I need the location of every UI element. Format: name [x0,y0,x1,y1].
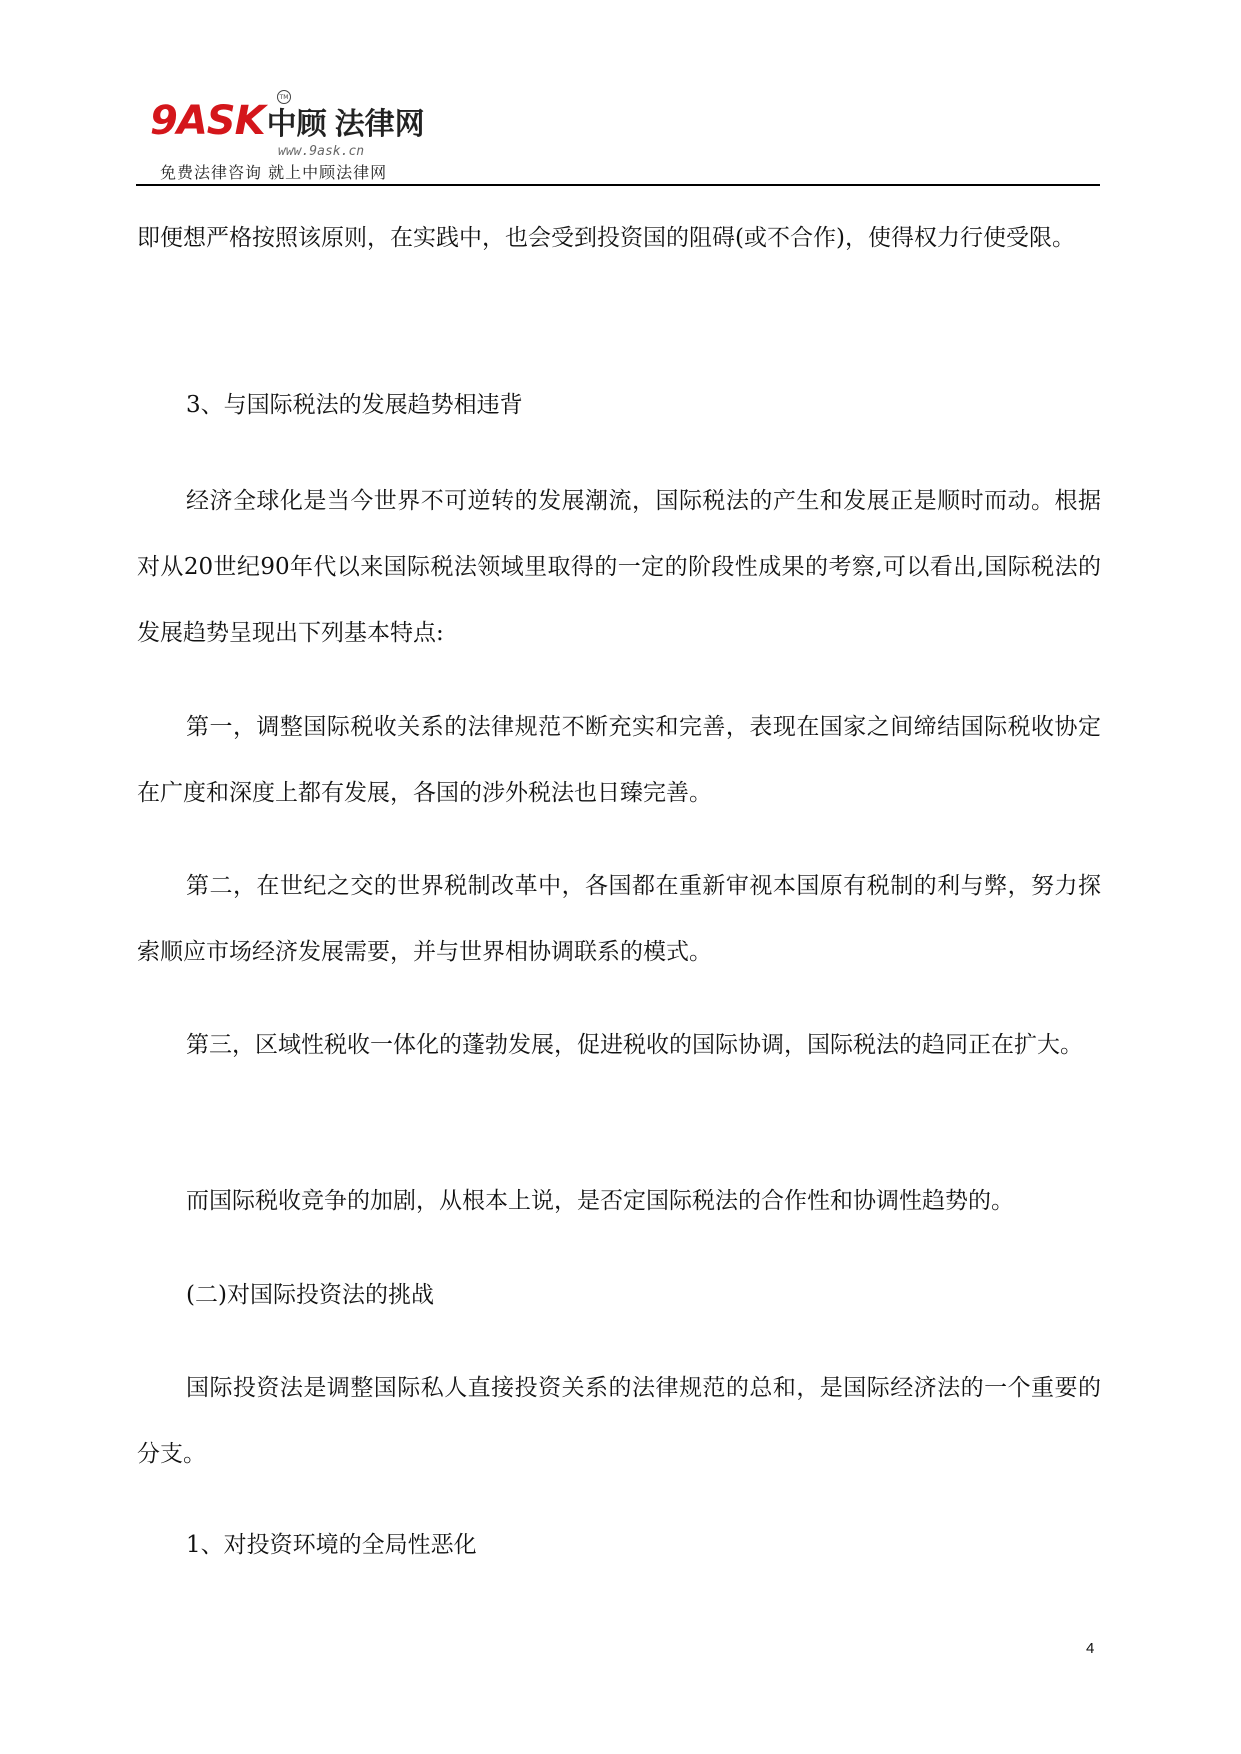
paragraph-4: 第二，在世纪之交的世界税制改革中，各国都在重新审视本国原有税制的利与弊，努力探索顺应市场经济发展需要，并与世界相协调联系的模式。 [137,873,1101,965]
section-heading-2: (二)对国际投资法的挑战 [186,1282,434,1308]
logo-brand: 9ASK [150,98,265,144]
site-logo [150,90,425,182]
paragraph-5: 第三，区域性税收一体化的蓬勃发展，促进税收的国际协调，国际税法的趋同正在扩大。 [186,1032,1083,1058]
paragraph-2: 经济全球化是当今世界不可逆转的发展潮流，国际税法的产生和发展正是顺时而动。根据对从20世纪90年代以来国际税法领域里取得的一定的阶段性成果的考察,可以看出,国际税法的发展趋势呈现出下列基本特点: [137,488,1101,646]
trademark-icon: TM [277,90,291,104]
logo-name-primary: 中顾 [266,107,327,142]
logo-slogan: 免费法律咨询 就上中顾法律网 [160,163,388,182]
logo-name-secondary: 法律网 [334,107,425,142]
header-divider [136,184,1100,186]
logo-url: www.9ask.cn [278,144,365,159]
paragraph-7: 国际投资法是调整国际私人直接投资关系的法律规范的总和，是国际经济法的一个重要的分支。 [137,1375,1101,1467]
section-heading-1: 1、对投资环境的全局性恶化 [186,1532,477,1558]
section-heading-3: 3、与国际税法的发展趋势相违背 [186,392,523,418]
paragraph-6: 而国际税收竞争的加剧，从根本上说，是否定国际税法的合作性和协调性趋势的。 [186,1188,1014,1214]
paragraph-1: 即便想严格按照该原则，在实践中，也会受到投资国的阻碍(或不合作)，使得权力行使受限。 [137,225,1075,251]
logo-wordmark [150,98,425,144]
paragraph-3: 第一，调整国际税收关系的法律规范不断充实和完善，表现在国家之间缔结国际税收协定在广度和深度上都有发展，各国的涉外税法也日臻完善。 [137,714,1101,806]
page-number: 4 [1086,1640,1095,1657]
